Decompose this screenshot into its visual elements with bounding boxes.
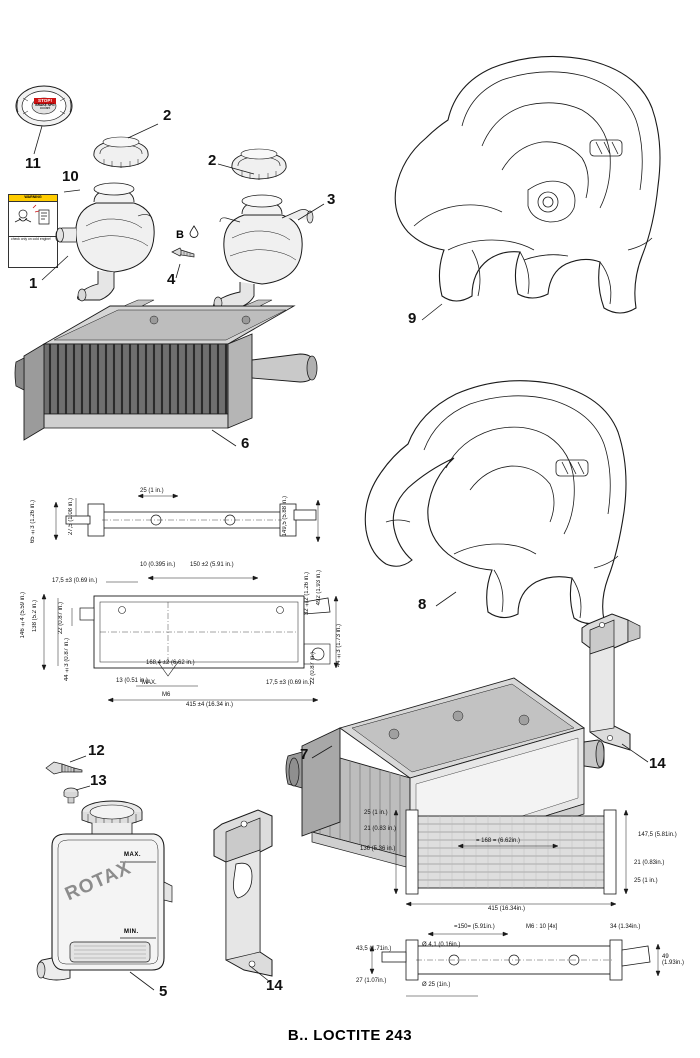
dim-low-d7: 25 (1 in.) xyxy=(634,878,658,884)
dim-low-d3: 136 (5.36 in.) xyxy=(360,846,396,852)
dim-low-d15: Ø 25 (1in.) xyxy=(422,982,451,988)
part-b-marker xyxy=(176,225,199,243)
dim-top-right: 149,5 (5.88 in.) xyxy=(282,496,288,537)
dim-main-bottom-right: 17,5 ±3 (0.69 in.) xyxy=(266,680,312,686)
dim-top-left-1: 65 ±3 (1.26 in.) xyxy=(30,500,36,544)
dim-low-d13: Ø 4,1 (0.16in.) xyxy=(422,942,461,948)
warning-decal-text: check only on cold engine! xyxy=(9,236,57,243)
dim-low-d1: 25 (1 in.) xyxy=(364,810,388,816)
dimension-drawing-lower-top xyxy=(358,924,688,1018)
leader-7 xyxy=(310,742,340,766)
dim-main-inner3: 13 (0.51 in.) xyxy=(116,678,149,684)
dim-main-v3: 22 (0.87 in.) xyxy=(58,602,64,635)
air-duct-9 xyxy=(352,50,672,340)
dimension-drawing-lower-front xyxy=(358,802,688,912)
footer-note: B.. LOCTITE 243 xyxy=(287,1027,413,1044)
callout-13: 13 xyxy=(90,772,107,789)
dim-main-h3: 17,5 ±3 (0.69 in.) xyxy=(52,578,98,584)
dim-main-max: MAX. xyxy=(142,680,157,686)
cap-decal-line2: BRAKE NPG xyxy=(35,102,55,107)
cap-decal-line1: STOP! xyxy=(34,98,56,104)
dim-low-d14: 27 (1.07in.) xyxy=(356,978,387,984)
callout-4: 4 xyxy=(167,271,176,288)
callout-6: 6 xyxy=(241,435,250,452)
dim-main-v2: 138 (5.2 in.) xyxy=(32,600,38,633)
dim-low-d12: 43,5 (1.71in.) xyxy=(356,946,392,952)
leader-8 xyxy=(428,588,468,614)
tank-max-label: MAX. xyxy=(124,852,141,858)
part-b-label: B xyxy=(176,229,184,241)
dim-main-h1: 10 (0.395 in.) xyxy=(140,562,176,568)
air-duct-8 xyxy=(346,372,646,632)
dim-low-d11: 34 (1.34in.) xyxy=(610,924,641,930)
callout-2: 2 xyxy=(163,107,172,124)
dim-low-d9: =150= (5.91in.) xyxy=(454,924,495,930)
warning-decal-header: WARNING xyxy=(9,195,57,202)
callout-10: 10 xyxy=(62,168,79,185)
callout-11: 11 xyxy=(25,155,41,172)
coolant-tank-5 xyxy=(36,790,176,990)
callout-1: 1 xyxy=(29,275,38,292)
dim-main-bottom-total: 415 ±4 (16.34 in.) xyxy=(186,702,233,708)
dim-low-d4: = 168 = (6.62in.) xyxy=(476,838,521,844)
dim-main-vr2: 492 (1.93 in.) xyxy=(316,570,322,606)
dim-low-d2: 21 (0.83 in.) xyxy=(364,826,397,832)
dim-main-vr4: 22 (0.87 in.) xyxy=(310,652,316,685)
tank-brand-label: ROTAX xyxy=(62,857,135,906)
leader-9 xyxy=(412,300,452,328)
dim-main-h2: 150 ±2 (5.91 in.) xyxy=(190,562,234,568)
dimension-drawing-top xyxy=(18,488,338,560)
leader-1 xyxy=(34,250,78,292)
dim-main-v1: 146 ±4 (5.59 in.) xyxy=(20,592,26,639)
leader-6 xyxy=(206,424,246,452)
dim-low-d5: 147,5 (5.81in.) xyxy=(638,832,677,838)
dim-low-d8: 415 (16.34in.) xyxy=(488,906,526,912)
callout-7: 7 xyxy=(300,746,309,763)
dim-main-vr3: 44 ±3 (1.73 in.) xyxy=(336,624,342,668)
dim-main-inner1: 44 ±3 (0.87 in.) xyxy=(64,638,70,682)
dim-low-d10: M6 : 10 [4x] xyxy=(526,924,558,930)
dim-top-small: 25 (1 in.) xyxy=(140,488,164,494)
callout-8: 8 xyxy=(418,596,427,613)
radiator-6 xyxy=(14,298,324,466)
dim-main-vr1: 32 ±2 (1.26 in.) xyxy=(304,572,310,616)
callout-9: 9 xyxy=(408,310,417,327)
dim-top-left-2: 27,5 (1.08 in.) xyxy=(68,498,74,536)
dim-main-thread: M6 xyxy=(162,692,171,698)
callout-3: 3 xyxy=(327,191,336,208)
callout-5: 5 xyxy=(159,983,168,1000)
mounting-bracket-14-left xyxy=(204,802,284,982)
cap-decal-line3: coolant xyxy=(39,106,51,111)
callout-14b: 14 xyxy=(266,977,283,994)
callout-2b: 2 xyxy=(208,152,217,169)
dim-low-d6: 21 (0.83in.) xyxy=(634,860,665,866)
callout-12: 12 xyxy=(88,742,105,759)
leader-2-right xyxy=(212,160,262,186)
tank-min-label: MIN. xyxy=(124,929,139,935)
dim-low-d16: 49 (1.93in.) xyxy=(662,954,685,966)
callout-14: 14 xyxy=(649,755,666,772)
dim-main-inner2: 168,4 ±2 (6.62 in.) xyxy=(146,660,195,666)
